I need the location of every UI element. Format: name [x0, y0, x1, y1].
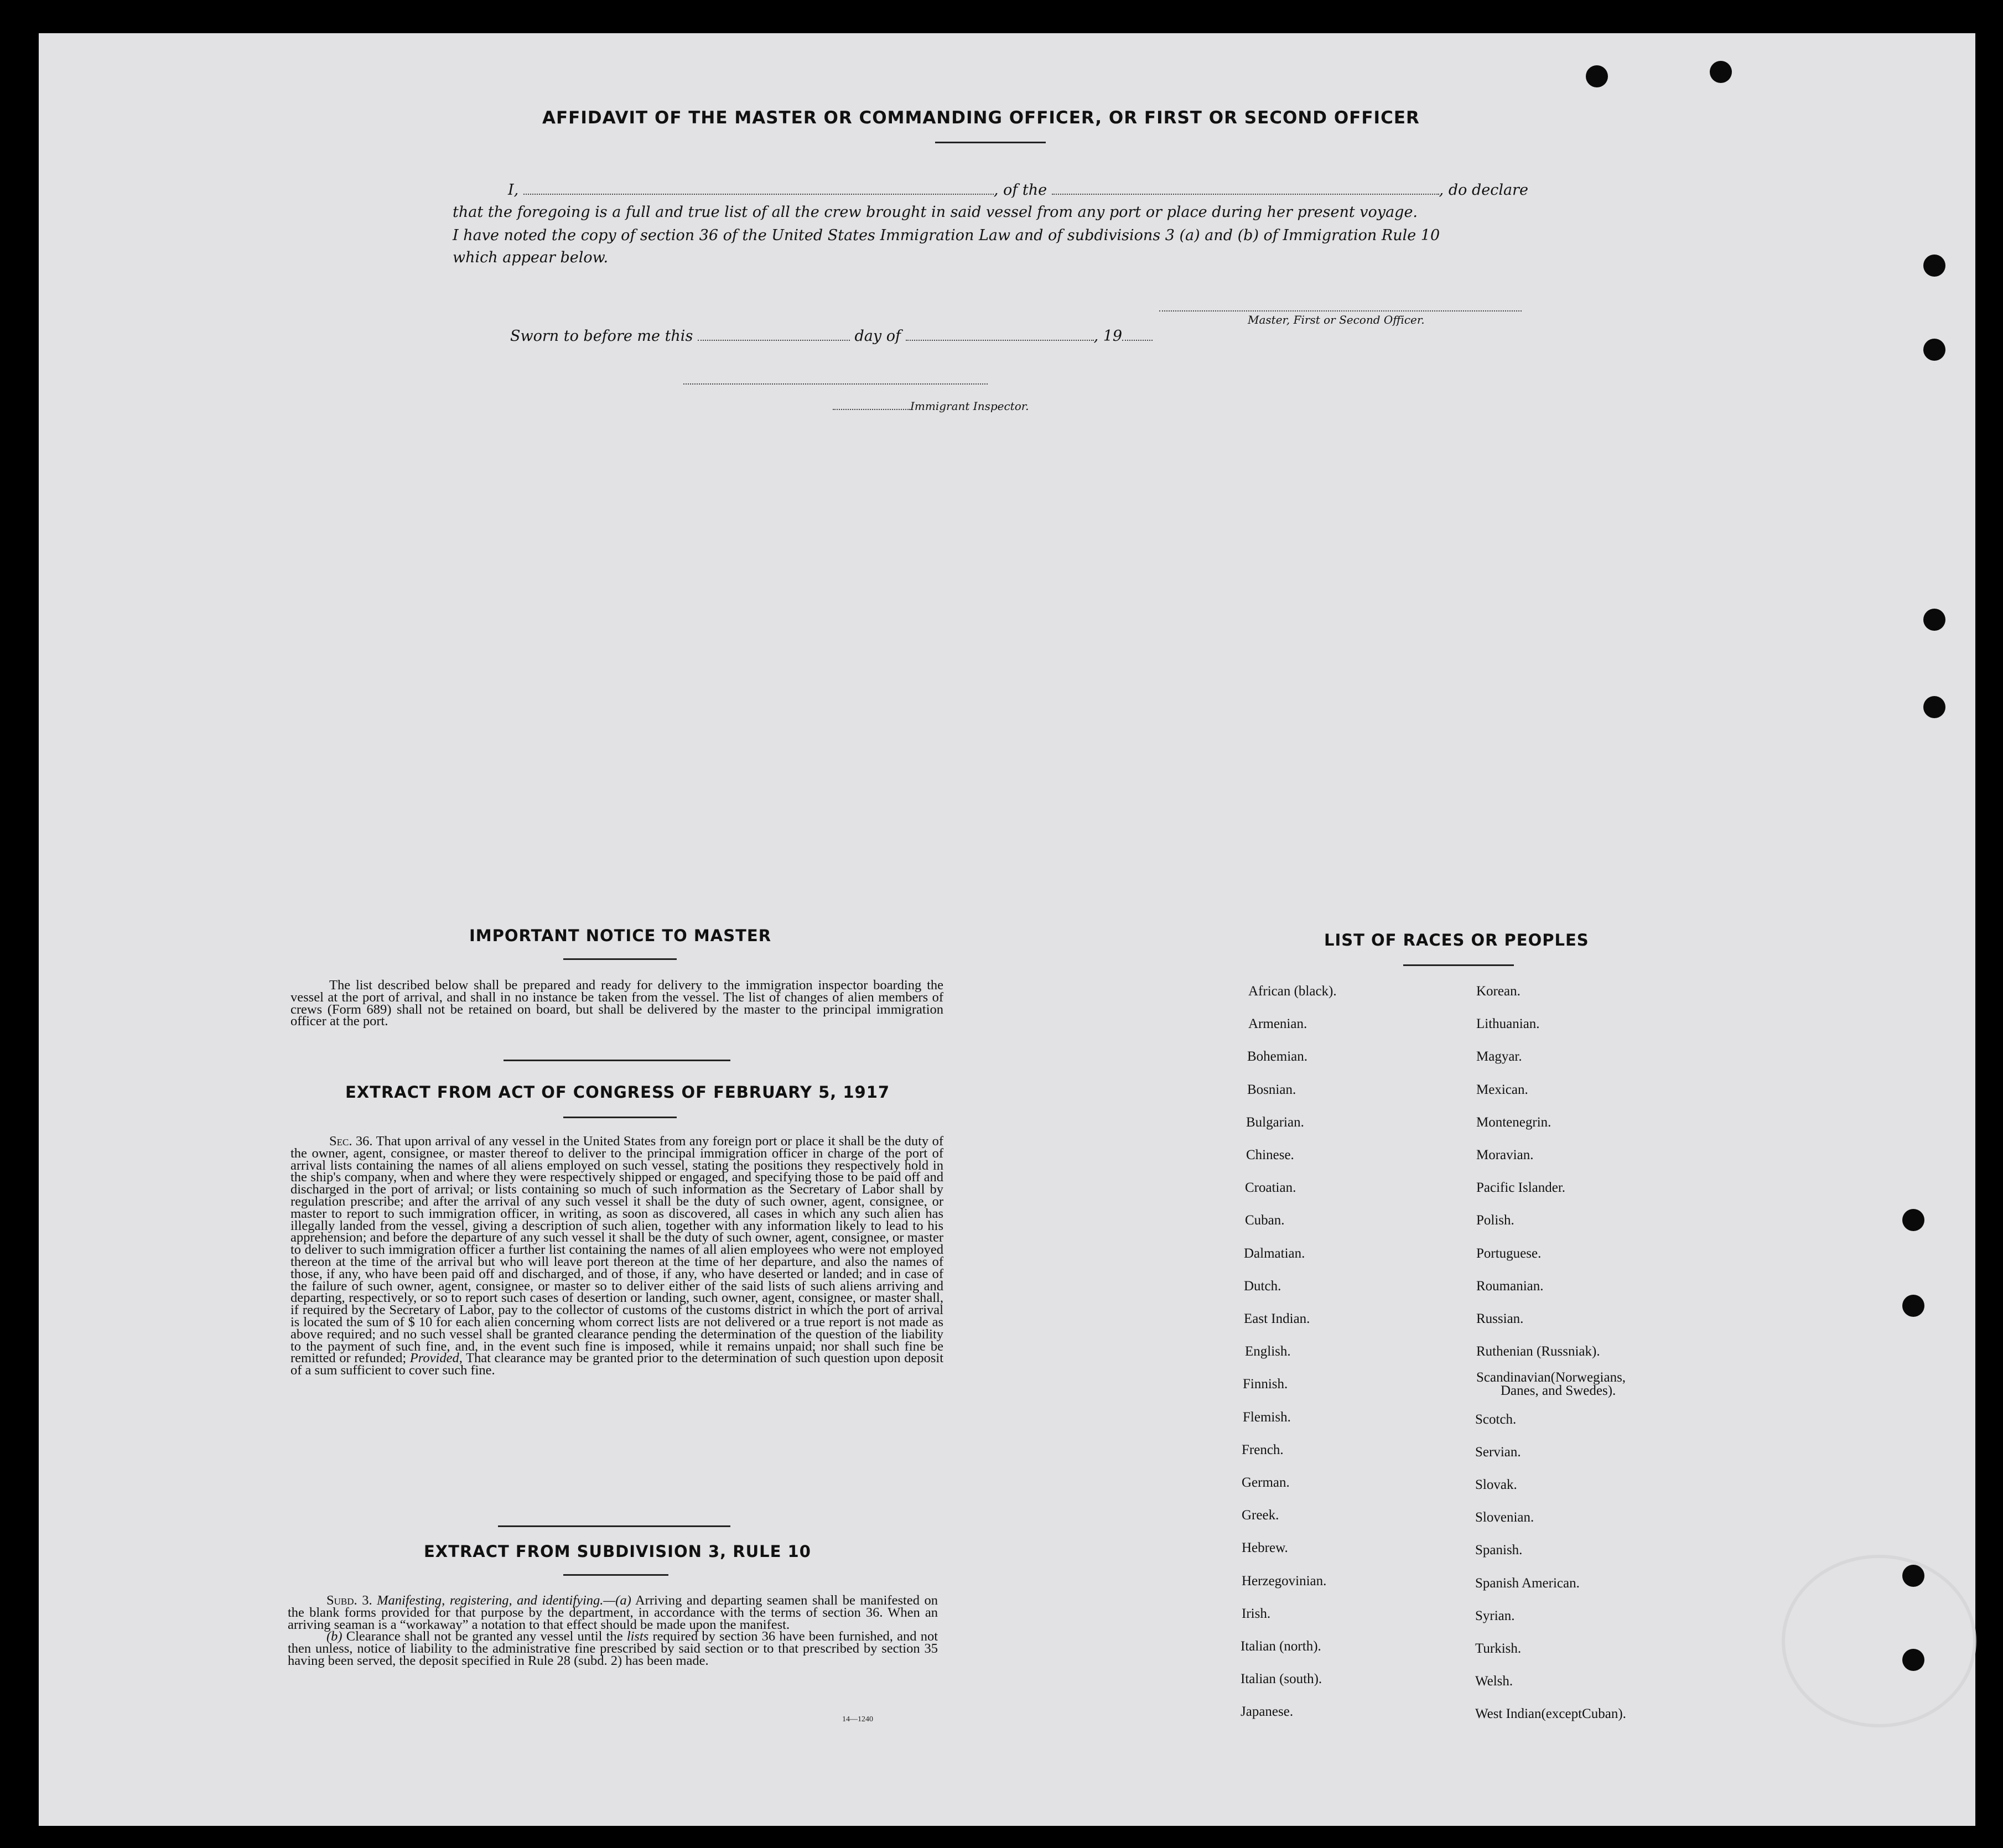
- race-item: Welsh.: [1475, 1674, 1513, 1689]
- notice-divider: [504, 1060, 730, 1061]
- race-item: Flemish.: [1243, 1409, 1291, 1425]
- act-extract-title-rule: [563, 1117, 677, 1118]
- affidavit-title: AFFIDAVIT OF THE MASTER OR COMMANDING OFFICER, OR FIRST OR SECOND OFFICER: [542, 108, 1420, 128]
- punch-hole-icon: [1902, 1649, 1924, 1671]
- notice-title: IMPORTANT NOTICE TO MASTER: [469, 926, 772, 945]
- race-item: Irish.: [1242, 1606, 1271, 1621]
- act-extract-title: EXTRACT FROM ACT OF CONGRESS OF FEBRUARY 5, 1917: [345, 1083, 890, 1102]
- rule-subd-heading: Manifesting, registering, and identifying.—(a): [377, 1593, 631, 1608]
- punch-hole-icon: [1586, 65, 1608, 87]
- race-item: Japanese.: [1241, 1704, 1294, 1720]
- affidavit-line-2: that the foregoing is a full and true list of all the crew brought in said vessel from any port or place during her present voyage.: [453, 204, 1418, 221]
- race-item: Moravian.: [1476, 1148, 1534, 1162]
- race-item: Pacific Islander.: [1476, 1180, 1566, 1196]
- act-provided: Provided,: [409, 1351, 463, 1366]
- sworn-line: [510, 328, 1153, 345]
- act-divider: [498, 1525, 730, 1527]
- race-item: Roumanian.: [1476, 1278, 1544, 1294]
- vessel-field[interactable]: [1052, 193, 1439, 195]
- inspector-signature-field[interactable]: [683, 383, 988, 385]
- rule-text-b1: Clearance shall not be granted any vessel until the: [346, 1629, 623, 1644]
- rule-subd-label: Subd. 3.: [326, 1593, 372, 1608]
- race-item: English.: [1245, 1344, 1291, 1359]
- punch-hole-icon: [1923, 339, 1945, 361]
- race-item: Bulgarian.: [1246, 1114, 1304, 1130]
- race-item: Lithuanian.: [1476, 1016, 1540, 1032]
- race-item: Spanish American.: [1475, 1575, 1580, 1591]
- race-item: Croatian.: [1245, 1180, 1296, 1196]
- master-signature-field[interactable]: [1159, 310, 1522, 312]
- notice-text-block: [290, 979, 943, 1027]
- race-item: German.: [1242, 1475, 1290, 1490]
- punch-hole-icon: [1710, 61, 1732, 83]
- race-item: Mexican.: [1476, 1082, 1528, 1097]
- race-item: Scotch.: [1475, 1411, 1517, 1427]
- affidavit-line-1: [508, 181, 1528, 199]
- race-item: Ruthenian (Russniak).: [1476, 1344, 1600, 1359]
- race-item: Bosnian.: [1247, 1082, 1296, 1097]
- race-item: Turkish.: [1475, 1641, 1522, 1656]
- act-sec-text: That upon arrival of any vessel in the United States from any foreign port or place it shall be the duty of the owner, agent, consignee, or master thereof to deliver to the principal immigration officer in charge of the port of arrival lists containing the names of all aliens employed on such vessel, stating the positions they respectively hold in the ship's company, when and where they were respectively shipped or engaged, and specifying those to be paid off and discharged in the port of arrival; or lists containing so much of such information as the Secretary of Labor shall by regulation prescribe; and after the arrival of any such vessel it shall be the duty of such owner, agent, consignee, or master to report to such immigration officer, in writing, as soon as discovered, all cases in which any such alien has illegally landed from the vessel, giving a description of such alien, together with any information likely to lead to his apprehension; and before the departure of any such vessel it shall be the duty of such owner, agent, consignee, or master to deliver to such immigration officer a further list containing the names of all alien employees who were not employed thereon at the time of the arrival but who will leave port thereon at the time of her departure, and also the names of those, if any, who have been paid off and discharged, and of those, if any, who have deserted or landed; and in case of the failure of such owner, agent, consignee, or master so to deliver either of the said lists of such aliens arriving and departing, respectively, or so to report such cases of desertion or landing, such owner, agent, consignee, or master shall, if required by the Secretary of Labor, pay to the collector of customs of the customs district in which the port of arrival is located the sum of $ 10 for each alien concerning whom correct lists are not delivered or a true report is not made as above required; and no such vessel shall be granted clearance pending the determination of the question of the liability to the payment of such fine, and, in the event such fine is imposed, while it remains unpaid; nor shall such fine be remitted or refunded;: [290, 1134, 943, 1366]
- race-item: Italian (south).: [1241, 1671, 1322, 1687]
- race-item: Chinese.: [1246, 1148, 1294, 1162]
- sworn-month-field[interactable]: [906, 339, 1094, 341]
- race-item: Armenian.: [1248, 1016, 1307, 1032]
- race-item: Polish.: [1476, 1213, 1514, 1228]
- race-item: Magyar.: [1476, 1049, 1522, 1065]
- race-item: Spanish.: [1475, 1543, 1523, 1558]
- rule-text-a: Arriving and departing seamen shall be manifested on the blank forms provided for that purpose by the department, in accordance with the terms of section 36. When an arriving seaman is a “workaway” a notation to that effect should be made upon the manifest.: [288, 1593, 938, 1632]
- master-caption: Master, First or Second Officer.: [1248, 313, 1425, 326]
- sworn-year-field[interactable]: [1122, 339, 1153, 341]
- race-item: Slovak.: [1475, 1477, 1517, 1492]
- affidavit-line-3: I have noted the copy of section 36 of the United States Immigration Law and of subdivisions 3 (a) and (b) of Immigration Rule 10: [453, 227, 1440, 244]
- punch-hole-icon: [1923, 696, 1945, 718]
- race-item: Hebrew.: [1242, 1540, 1288, 1556]
- race-item: Herzegovinian.: [1242, 1573, 1327, 1589]
- race-item: Russian.: [1476, 1311, 1524, 1326]
- race-item: Italian (north).: [1241, 1639, 1321, 1654]
- inspector-name-field[interactable]: [833, 408, 910, 410]
- rule-lists-word: lists: [626, 1629, 649, 1644]
- race-item: Slovenian.: [1475, 1510, 1534, 1525]
- affidavit-line-4: which appear below.: [453, 249, 609, 266]
- rule-extract-title-rule: [563, 1574, 668, 1576]
- affidavit-title-rule: [935, 142, 1046, 143]
- inspector-line: [833, 399, 1029, 413]
- notice-text: The list described below shall be prepared and ready for delivery to the immigration inspector boarding the vessel at the port of arrival, and shall in no instance be taken from the vessel. The list of changes of alien members of crews (Form 689) shall not be retained on board, but shall be delivered by the master to the principal immigration officer at the port.: [290, 978, 943, 1029]
- affidavit-i: I,: [508, 181, 519, 199]
- punch-hole-icon: [1902, 1209, 1924, 1231]
- race-item: African (black).: [1248, 984, 1337, 999]
- act-extract-text-block: [290, 1135, 943, 1377]
- race-item: Finnish.: [1243, 1377, 1288, 1392]
- race-item: West Indian(exceptCuban).: [1475, 1706, 1626, 1722]
- punch-hole-icon: [1902, 1565, 1924, 1587]
- act-sec-text-end: That clearance may be granted prior to the determination of such question upon deposit of a sum sufficient to cover such fine.: [290, 1351, 944, 1378]
- punch-hole-icon: [1902, 1295, 1924, 1317]
- races-title: LIST OF RACES OR PEOPLES: [1324, 931, 1589, 949]
- race-item: Dutch.: [1244, 1278, 1281, 1294]
- notice-title-rule: [563, 958, 677, 960]
- race-item: French.: [1242, 1442, 1284, 1457]
- form-number: 14—1240: [842, 1715, 873, 1724]
- day-of-text: day of: [854, 328, 901, 345]
- sworn-text: Sworn to before me this: [510, 328, 693, 345]
- year-prefix: , 19: [1093, 328, 1123, 345]
- act-sec-label: Sec. 36.: [329, 1134, 373, 1149]
- race-item: Bohemian.: [1247, 1049, 1308, 1065]
- race-item: Montenegrin.: [1476, 1114, 1551, 1130]
- race-item-continuation: Danes, and Swedes).: [1501, 1383, 1616, 1399]
- race-item: East Indian.: [1244, 1311, 1310, 1326]
- sworn-day-field[interactable]: [698, 339, 850, 341]
- affidavit-of-the: , of the: [993, 181, 1047, 199]
- punch-hole-icon: [1923, 609, 1945, 631]
- name-field[interactable]: [523, 193, 994, 195]
- race-item: Portuguese.: [1476, 1245, 1542, 1261]
- race-item: Scandinavian(Norwegians,: [1476, 1370, 1626, 1385]
- affidavit-do-declare: , do declare: [1439, 181, 1528, 199]
- rule-text-b2: required by section 36 have been furnished, and not then unless, notice of liability to the administrative fine prescribed by said section or to that prescribed by section 35 having been served, the deposit specified in Rule 28 (subd. 2) has been made.: [288, 1629, 938, 1668]
- rule-extract-text-block: [288, 1595, 938, 1667]
- race-item: Servian.: [1475, 1444, 1521, 1460]
- document-page: [39, 33, 1975, 1826]
- race-item: Greek.: [1242, 1508, 1279, 1523]
- punch-hole-icon: [1923, 255, 1945, 277]
- rule-extract-title: EXTRACT FROM SUBDIVISION 3, RULE 10: [424, 1542, 811, 1561]
- race-item: Syrian.: [1475, 1608, 1515, 1623]
- races-title-rule: [1403, 964, 1514, 966]
- inspector-caption: Immigrant Inspector.: [910, 399, 1029, 413]
- embossed-seal: [1782, 1555, 1976, 1727]
- race-item: Cuban.: [1245, 1213, 1285, 1228]
- race-item: Korean.: [1476, 984, 1521, 999]
- race-item: Dalmatian.: [1244, 1245, 1305, 1261]
- rule-b-label: (b): [326, 1629, 343, 1644]
